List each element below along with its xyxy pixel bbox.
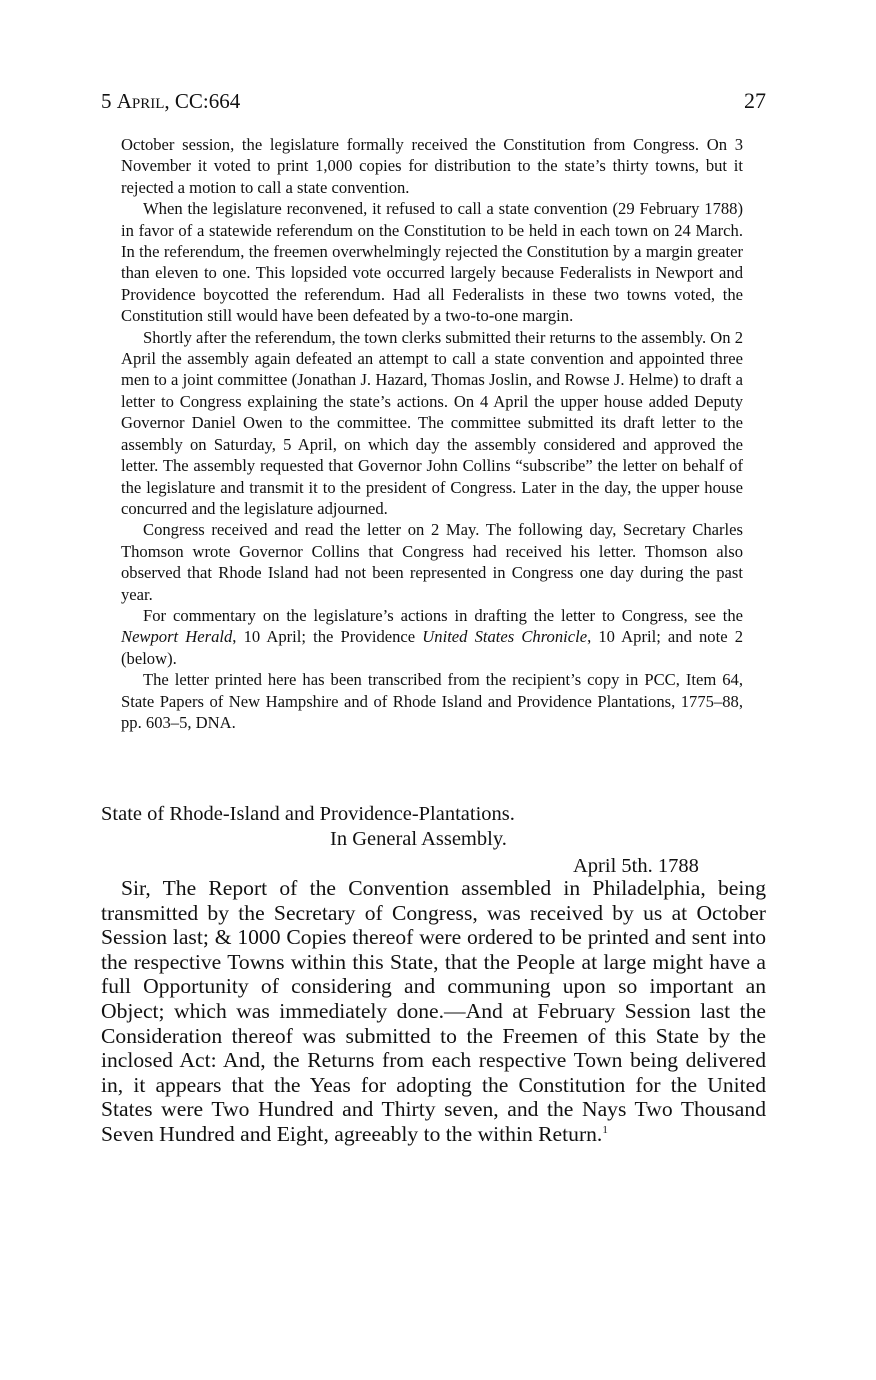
intro-paragraph: When the legislature reconvened, it refused to call a state convention (29 February 1788) in favor of a statewide referendum on the Constitution to be held in each town on 24 March. In the referendum, the freemen overwhelmingly rejected the Constitution by a margin greater than eleven to one. This lopsided vote occurred largely because Federalists in Newport and Providence boycotted the referendum. Had all Federalists in these two towns voted, the Constitution still would have been defeated by a two-to-one margin. (121, 199, 743, 326)
letter-date-line: April 5th. 1788 (573, 855, 699, 877)
page-number: 27 (744, 88, 766, 113)
newspaper-title: Newport Herald (121, 627, 233, 647)
running-head (101, 88, 766, 114)
newspaper-title: United States Chronicle (422, 627, 588, 647)
running-head-left (101, 89, 240, 114)
running-head-ref: , CC:664 (164, 89, 241, 113)
intro-paragraph: Congress received and read the letter on 2 May. The following day, Secretary Charles Thomson wrote Governor Collins that Congress had received his letter. Thomson also observed that Rhode Island had not been represented in Congress one day during the past year. (121, 520, 743, 604)
letter-assembly-line: In General Assembly. (330, 828, 507, 850)
intro-paragraph: The letter printed here has been transcribed from the recipient’s copy in PCC, Item 64, State Papers of New Hampshire and of Rhode Island and Providence Plantations, 1775–88, pp. 603–5, DNA. (121, 670, 743, 732)
editorial-introduction (121, 134, 743, 733)
intro-text: , 10 April; the Providence (232, 627, 423, 647)
intro-paragraph (121, 605, 743, 669)
intro-paragraph: Shortly after the referendum, the town clerks submitted their returns to the assembly. On 2 April the assembly again defeated an attempt to call a state convention and appointed three men to a joint committee (Jonathan J. Hazard, Thomas Joslin, and Rowse J. Helme) to draft a letter to Congress explaining the state’s actions. On 4 April the upper house added Deputy Governor Daniel Owen to the committee. The committee submitted its draft letter to the assembly on Saturday, 5 April, on which day the assembly considered and approved the letter. The assembly requested that Governor John Collins “subscribe” the letter on behalf of the legislature and transmit it to the president of Congress. Later in the day, the upper house concurred and the legislature adjourned. (121, 327, 743, 518)
letter-paragraph (101, 876, 766, 1147)
intro-text: , 10 April; and note 2 (below). (121, 627, 743, 668)
letter-heading (101, 802, 741, 879)
letter-text: Sir, The Report of the Convention assembled in Philadelphia, being transmitted by the Secretary of Congress, was received by us at October Session last; & 1000 Copies thereof were ordered to be printed and sent into the respective Towns within this State, that the People at large might have a full Opportunity of considering and communing upon so important an Object; which was immediately done.—And at February Session last the Consideration thereof was submitted to the Freemen of this State by the inclosed Act: And, the Returns from each respective Town being delivered in, it appears that the Yeas for adopting the Constitution for the United States were Two Hundred and Thirty seven, and the Nays Two Thousand Seven Hundred and Eight, agreeably to the within Return. (101, 876, 766, 1146)
letter-state-line: State of Rhode-Island and Providence-Plantations. (101, 803, 515, 825)
running-head-date: 5 (101, 89, 112, 113)
intro-paragraph: October session, the legislature formally received the Constitution from Congress. On 3 November it voted to print 1,000 copies for distribution to the state’s thirty towns, but it rejected a motion to call a state convention. (121, 135, 743, 197)
letter-body (101, 876, 766, 1147)
running-head-month: April (116, 89, 165, 113)
footnote-reference: 1 (602, 1123, 608, 1136)
intro-text: For commentary on the legislature’s actions in drafting the letter to Congress, see the (143, 605, 743, 625)
